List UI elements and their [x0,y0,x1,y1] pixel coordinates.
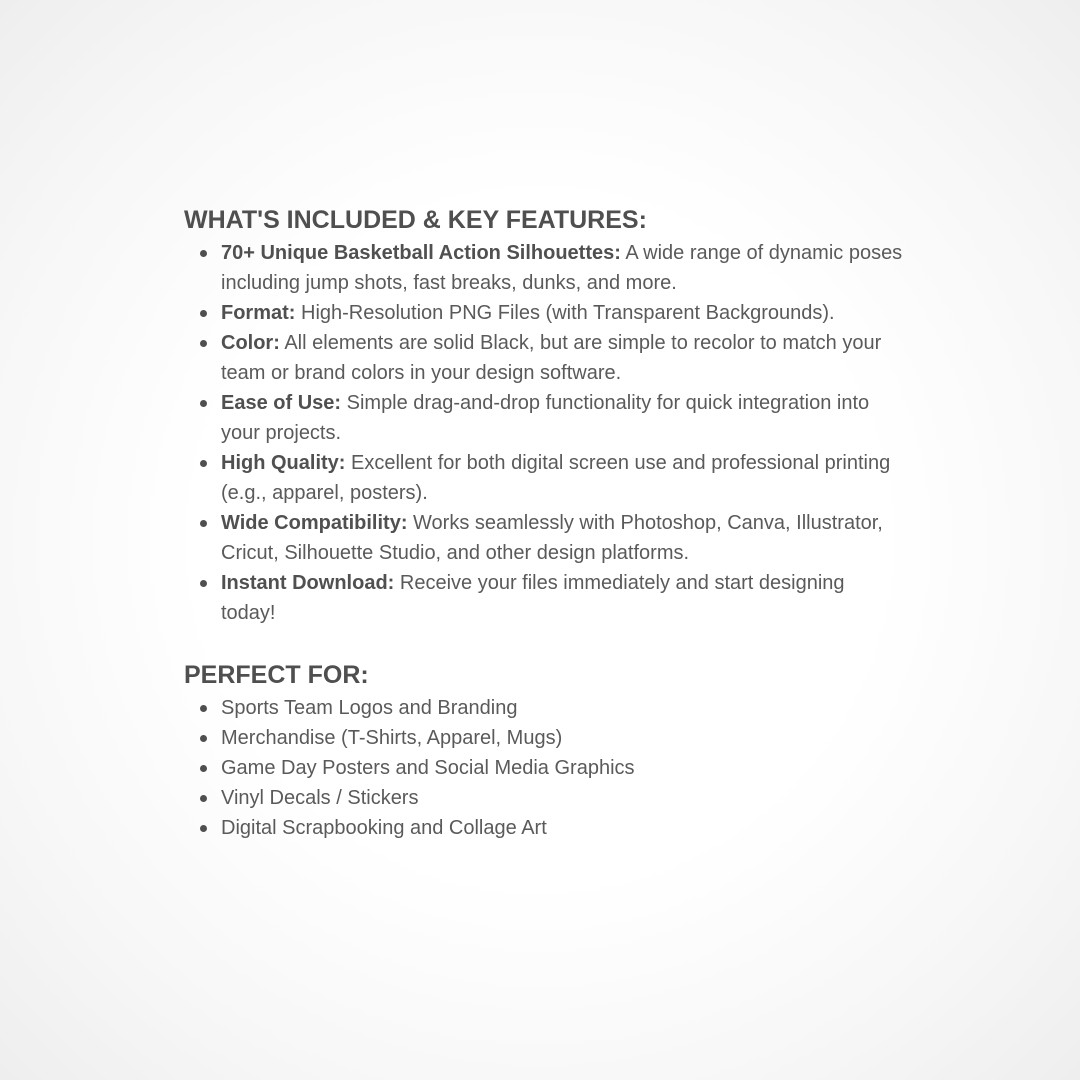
perfect-for-heading: PERFECT FOR: [184,661,369,689]
feature-label: 70+ Unique Basketball Action Silhouettes: [221,242,621,264]
feature-text: Receive your files immediately and start designing today! [221,572,845,624]
feature-item-instant-download [184,568,904,628]
feature-label: High Quality: [221,452,346,474]
feature-item-compatibility [184,508,904,568]
features-list [184,238,904,628]
perfect-for-list [184,693,904,843]
features-heading: WHAT'S INCLUDED & KEY FEATURES: [184,206,647,234]
perfect-for-item: Digital Scrapbooking and Collage Art [184,813,904,843]
feature-label: Ease of Use: [221,392,342,414]
feature-item-color [184,328,904,388]
feature-item-silhouettes [184,238,904,298]
perfect-for-item: Merchandise (T-Shirts, Apparel, Mugs) [184,723,904,753]
feature-label: Color: [221,332,280,354]
feature-text: High-Resolution PNG Files (with Transparent Backgrounds). [295,302,835,324]
feature-text: Excellent for both digital screen use and professional printing (e.g., apparel, posters). [221,452,891,504]
feature-item-high-quality [184,448,904,508]
feature-label: Wide Compatibility: [221,512,408,534]
perfect-for-item: Sports Team Logos and Branding [184,693,904,723]
feature-text: Works seamlessly with Photoshop, Canva, Illustrator, Cricut, Silhouette Studio, and other design platforms. [221,512,883,564]
perfect-for-item: Vinyl Decals / Stickers [184,783,904,813]
feature-text: Simple drag-and-drop functionality for quick integration into your projects. [221,392,870,444]
feature-label: Instant Download: [221,572,395,594]
feature-item-format [184,298,904,328]
perfect-for-item: Game Day Posters and Social Media Graphics [184,753,904,783]
feature-label: Format: [221,302,296,324]
feature-text: A wide range of dynamic poses including jump shots, fast breaks, dunks, and more. [221,242,903,294]
feature-item-ease-of-use [184,388,904,448]
feature-text: All elements are solid Black, but are simple to recolor to match your team or brand colors in your design software. [221,332,882,384]
product-description [184,203,904,843]
